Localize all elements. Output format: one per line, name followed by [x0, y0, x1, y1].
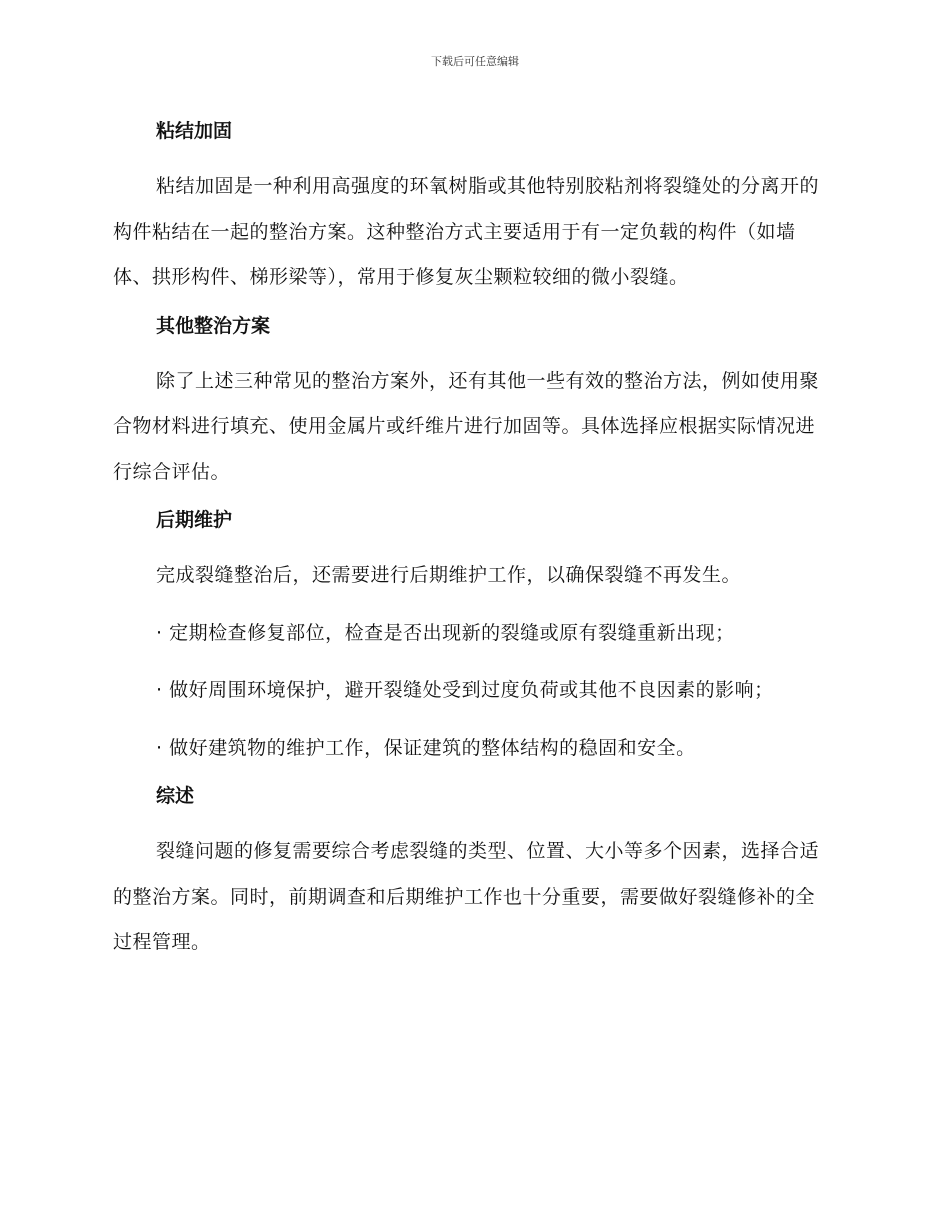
paragraph: 粘结加固是一种利用高强度的环氧树脂或其他特别胶粘剂将裂缝处的分离开的构件粘结在一起的整治方案。这种整治方式主要适用于有一定负载的构件（如墙体、拱形构件、梯形梁等），常用于修复灰尘颗粒较细的微小裂缝。 — [113, 175, 820, 288]
page-header: 下载后可任意编辑 — [431, 55, 519, 68]
section-summary — [113, 783, 830, 966]
bullet-item: · 做好建筑物的维护工作，保证建筑的整体结构的稳固和安全。 — [156, 736, 696, 759]
paragraph: 除了上述三种常见的整治方案外，还有其他一些有效的整治方法，例如使用聚合物材料进行填充、使用金属片或纤维片进行加固等。具体选择应根据实际情况进行综合评估。 — [113, 369, 820, 483]
section-heading: 粘结加固 — [156, 120, 233, 142]
bullet-item: · 定期检查修复部位，检查是否出现新的裂缝或原有裂缝重新出现； — [156, 621, 735, 644]
section-heading: 综述 — [156, 785, 195, 807]
paragraph: 裂缝问题的修复需要综合考虑裂缝的类型、位置、大小等多个因素，选择合适的整治方案。同时，前期调查和后期维护工作也十分重要，需要做好裂缝修补的全过程管理。 — [113, 840, 820, 953]
document-body — [113, 110, 830, 978]
section-heading: 后期维护 — [156, 509, 233, 531]
bullet-item: · 做好周围环境保护，避开裂缝处受到过度负荷或其他不良因素的影响； — [156, 679, 774, 701]
section-other-solutions — [113, 313, 830, 496]
section-maintenance — [113, 507, 830, 771]
paragraph: 完成裂缝整治后，还需要进行后期维护工作，以确保裂缝不再发生。 — [156, 564, 742, 586]
section-bonding-reinforcement — [113, 118, 830, 301]
section-heading: 其他整治方案 — [156, 314, 271, 337]
